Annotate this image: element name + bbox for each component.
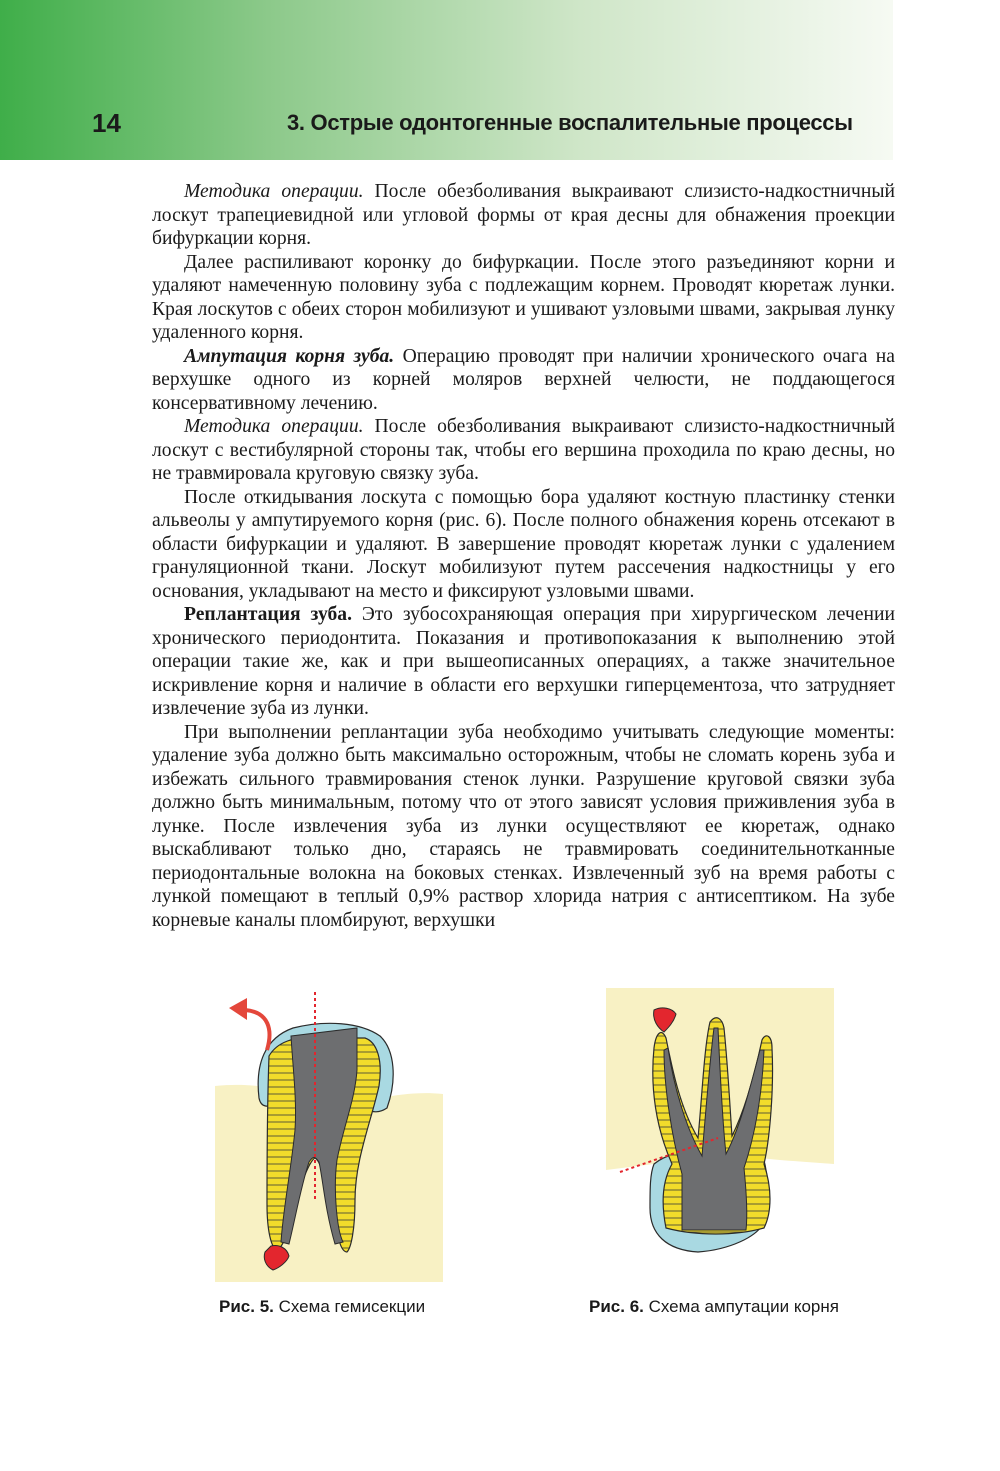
paragraph-lead: Ампутация корня зуба. xyxy=(184,345,395,367)
paragraph xyxy=(152,603,895,721)
paragraph-lead: Методика операции. xyxy=(184,181,364,202)
paragraph xyxy=(152,251,895,345)
paragraph-body: Операцию проводят при наличии хронического очага на верхушке одного из корней моляров верхней челюсти, не поддающегося консервативному лечению. xyxy=(152,345,895,414)
root-amputation-illustration xyxy=(606,988,834,1260)
chapter-title: 3. Острые одонтогенные воспалительные процессы xyxy=(287,110,853,135)
paragraph-body: Это зубосохраняющая операция при хирургическом лечении хронического периодонтита. Показания и противопоказания к выполнению этой операции такие же, как и при вышеописанных операциях, а также значительное искривление корня и наличие в области его верхушки гиперцементоза, что затрудняет извлечение зуба из лунки. xyxy=(152,604,896,719)
figure-hemisection xyxy=(215,990,443,1282)
paragraph-lead: Реплантация зуба. xyxy=(184,604,353,625)
figure-caption-text: Схема гемисекции xyxy=(273,1297,426,1316)
body-text xyxy=(152,180,895,932)
hemisection-illustration xyxy=(215,990,443,1282)
figure-caption xyxy=(219,1297,425,1317)
paragraph xyxy=(152,486,895,604)
paragraph-body: После откидывания лоскута с помощью бора удаляют костную пластинку стенки альвеолы у ампутируемого корня (рис. 6). После полного обнажения корень отсекают в области бифуркации и удаляют. В завершение проводят кюретаж лунки с удалением грануляционной ткани. Лоскут мобилизуют путем рассечения надкостницы у его основания, укладывают на место и фиксируют узловыми швами. xyxy=(152,486,895,602)
paragraph xyxy=(152,180,895,251)
figure-caption-text: Схема ампутации корня xyxy=(643,1297,839,1316)
paragraph-lead: Методика операции. xyxy=(184,416,364,437)
paragraph-body: Далее распиливают коронку до бифуркации. После этого разъединяют корни и удаляют намеченную половину зуба с подлежащим корнем. Проводят кюретаж лунки. Края лоскутов с обеих сторон мобилизуют и ушивают узловыми швами, закрывая лунку удаленного корня. xyxy=(152,251,895,343)
paragraph xyxy=(152,345,895,416)
figure-label: Рис. 6. xyxy=(589,1297,644,1316)
figure-caption xyxy=(589,1297,839,1317)
page-number: 14 xyxy=(92,108,121,138)
paragraph xyxy=(152,415,895,486)
paragraph-body: После обезболивания выкраивают слизисто-надкостничный лоскут трапециевидной или угловой формы от края десны для обнажения проекции бифуркации корня. xyxy=(152,181,895,249)
figure-root-amputation xyxy=(606,988,834,1260)
paragraph-body: После обезболивания выкраивают слизисто-надкостничный лоскут с вестибулярной стороны так, чтобы его вершина проходила по краю десны, но не травмировала круговую связку зуба. xyxy=(152,416,895,484)
paragraph xyxy=(152,721,895,933)
paragraph-body: При выполнении реплантации зуба необходимо учитывать следующие моменты: удаление зуба должно быть максимально осторожным, чтобы не сломать корень зуба и избежать сильного травмирования стенок лунки. Разрушение круговой связки зуба должно быть минимальным, потому что от этого зависят условия приживления зуба в лунке. После извлечения зуба из лунки осуществляют ее кюретаж, однако выскабливают только дно, стараясь не травмировать соединительнотканные периодонтальные волокна на боковых стенках. Извлеченный зуб на время работы с лункой помещают в теплый 0,9% раствор хлорида натрия с антисептиком. На зубе корневые каналы пломбируют, верхушки xyxy=(152,721,895,931)
figure-label: Рис. 5. xyxy=(219,1297,274,1316)
